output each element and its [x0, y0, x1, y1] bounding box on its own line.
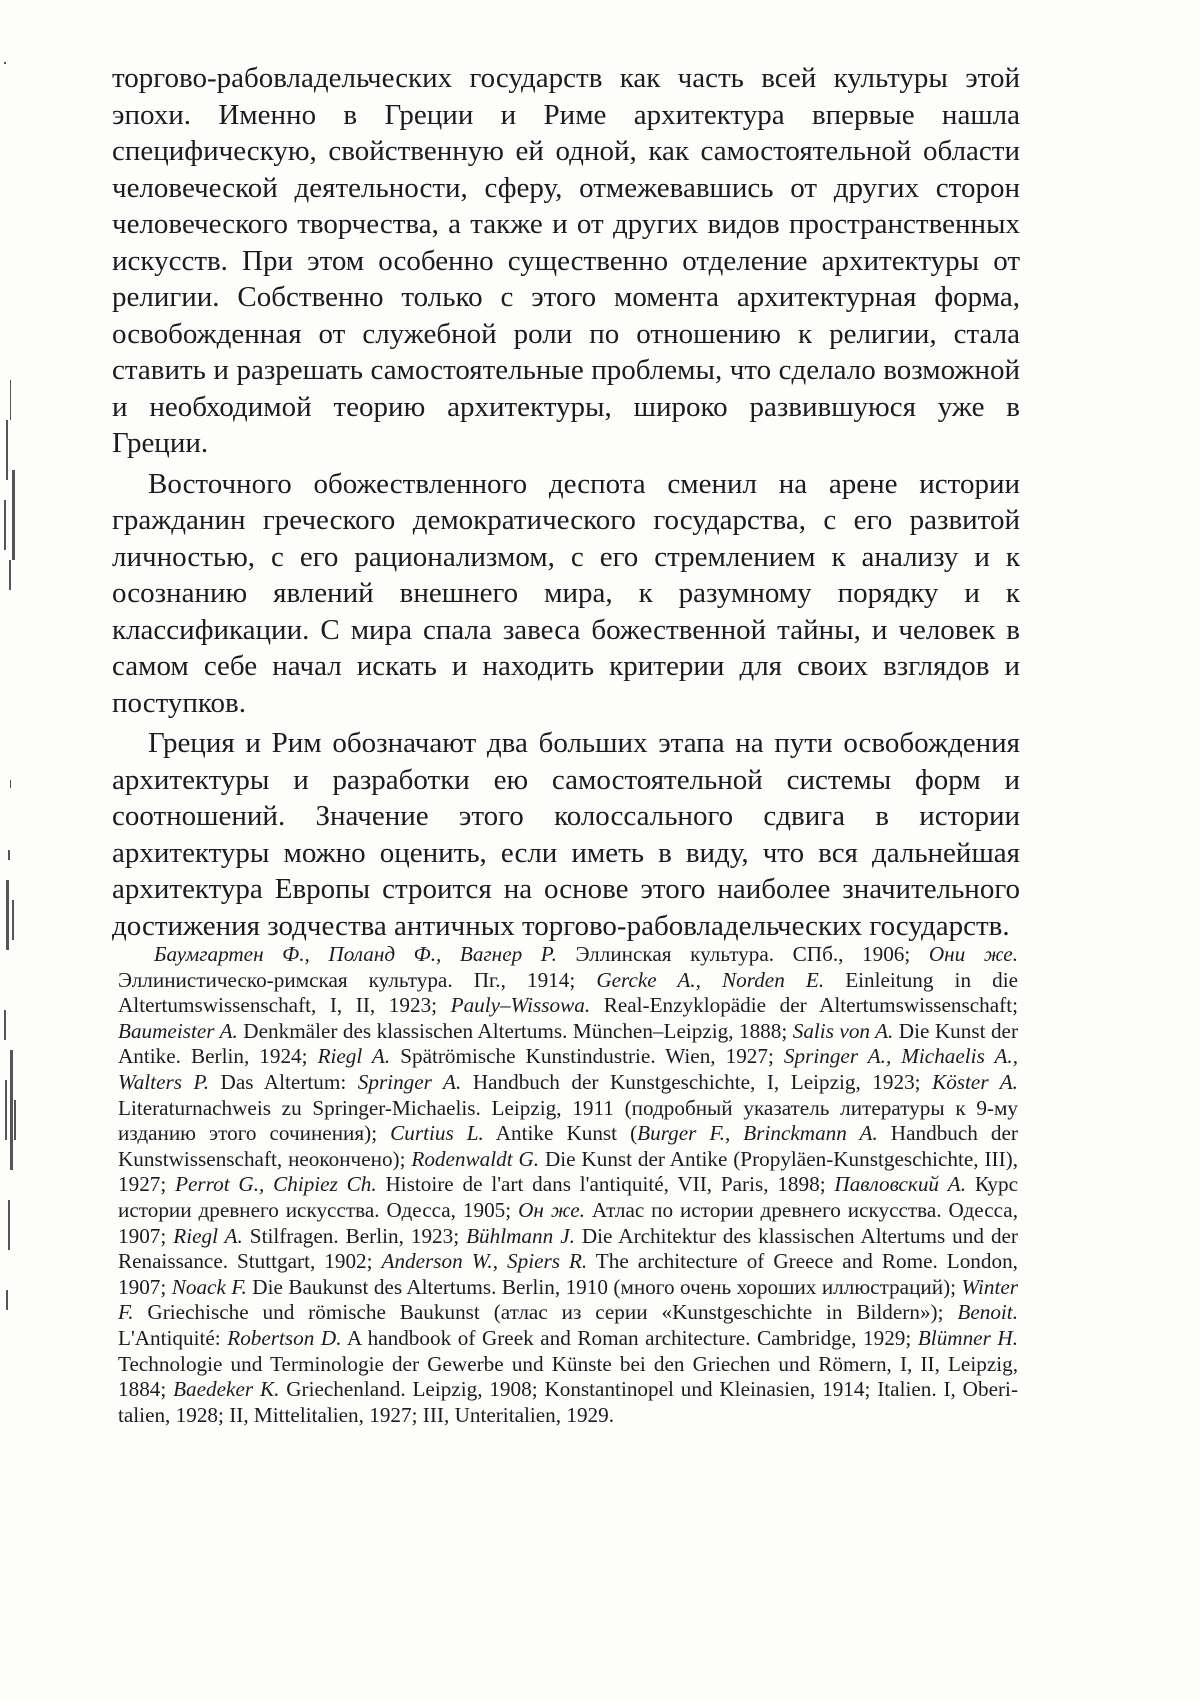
bibliography-text: Histoire de l'art dans l'antiquité, VII, Paris, 1898; [376, 1172, 835, 1197]
bibliography-author: Баумгартен Ф., Поланд Ф., Вагнер Р. [154, 942, 557, 966]
bibliography-text: Handbuch der Kunstgeschichte, I, Leipzig, 1923; [461, 1069, 933, 1094]
bibliography-text: Denkmäler des klassischen Altertums. München–Leipzig, 1888; [237, 1018, 793, 1043]
bibliography-author: Robertson D. [227, 1325, 342, 1350]
bibliography-author: Blümner H. [917, 1325, 1018, 1350]
paragraph-3: Греция и Рим обозначают два больших этапа на пути освобождения архитектуры и разработки ею самостоятельной системы форм и соотношений. Значение этого колоссального сдвига в истории архитектуры можно оценить, если иметь в виду, что вся дальнейшая архитектура Европы строится на основе этого наиболее значительного достижения зодчества античных торгово-рабовладельческих государств. [112, 727, 1020, 942]
bibliography-author: Burger F., Brinckmann A. [637, 1121, 878, 1146]
bibliography-text: Antike Kunst ( [483, 1121, 638, 1146]
bibliography-author: Winter F. [118, 1274, 1019, 1325]
paragraph-2: Восточного обожествленного деспота сменил на арене истории гражданин греческого демократического государства, с его развитой личностью, с его рационализмом, с его стремлением к анализу и к осознанию явлений внешнего мира, к разумному порядку и к классификации. С мира спала завеса божественной тайны, и человек в самом себе начал искать и находить критерии для своих взглядов и поступков. [112, 467, 1020, 719]
bibliography-author: Rodenwaldt G. [411, 1146, 540, 1171]
bibliography-author: Curtius L. [390, 1121, 484, 1146]
bibliography-block [118, 942, 1018, 1428]
bibliography-author: Salis von A. [792, 1018, 894, 1043]
bibliography-text: L'Antiquité: [118, 1325, 228, 1350]
bibliography-author: Noack F. [171, 1274, 247, 1299]
bibliography-author: Bühlmann J. [466, 1223, 575, 1248]
bibliography-author: Anderson W., Spiers R. [381, 1249, 588, 1274]
bibliography-author: Он же. [518, 1197, 585, 1222]
bibliography-text: Handbuch der Kunstwissenschaft, неокончено); [118, 1121, 1018, 1171]
bibliography-text: Die Baukunst des Altertums. Berlin, 1910 (много очень хороших иллюстраций); [246, 1274, 962, 1299]
bibliography-text: Spätrömische Kunstindustrie. Wien, 1927; [390, 1044, 784, 1069]
bibliography-text: Einleitung in die Altertumswissenschaft, I, II, 1923; [118, 967, 1018, 1018]
bibliography-author: Perrot G., Chipiez Ch. [175, 1172, 377, 1197]
bibliography-text: Griechische und römische Baukunst (атлас из серии «Kunstgeschichte in Bildern»); [133, 1300, 958, 1325]
main-text-block [112, 60, 1020, 944]
bibliography-text: Эллинская культура. СПб., 1906; [556, 942, 929, 966]
bibliography-text: Die Kunst der Antike. Berlin, 1924; [118, 1018, 1018, 1069]
bibliography-text: Stilfragen. Berlin, 1923; [242, 1223, 467, 1248]
bibliography-text: Real-Enzyklopädie der Altertumswissenschaft; [590, 993, 1018, 1018]
paragraph-1: торгово-рабовладельческих государств как часть всей культуры этой эпохи. Именно в Греции и Риме архитектура впервые нашла специфическую, свойственную ей одной, как самостоятельной области человеческой деятельности, сферу, отмежевавшись от других сторон человеческого творчества, а также и от других видов пространственных искусств. При этом особенно существенно отделение архитектуры от религии. Собственно только с этого момента архитектурная форма, освобожденная от служебной роли по отношению к религии, стала ставить и разрешать самостоятельные проблемы, что сделало возможной и необходимой теорию архитектуры, широко развившуюся уже в Греции. [112, 62, 1020, 459]
bibliography-author: Они же. [928, 942, 1018, 966]
bibliography-author: Springer A. [357, 1069, 462, 1094]
bibliography-text: Das Altertum: [209, 1069, 358, 1094]
bibliography-author: Springer A., Michaelis A., Walters P. [118, 1044, 1018, 1094]
bibliography-text: Эллинистическо-римская культура. Пг., 1914; [118, 967, 597, 992]
bibliography-author: Павловский А. [834, 1172, 967, 1197]
bibliography-author: Riegl A. [173, 1223, 243, 1248]
bibliography-text: Die Kunst der Antike (Propyläen-Kunstgeschichte, III), 1927; [118, 1146, 1018, 1197]
bibliography-text: The architecture of Greece and Rome. London, 1907; [118, 1249, 1018, 1299]
bibliography-author: Benoit. [957, 1300, 1018, 1325]
bibliography-text: Die Architektur des klassischen Altertums und der Renaissance. Stuttgart, 1902; [118, 1223, 1018, 1274]
bibliography-text: Griechenland. Leipzig, 1908; Konstantinopel und Kleinasien, 1914; Italien. I, Oberitalien, 1928; II, Mittelitalien, 1927; III, Unteritalien, 1929. [118, 1377, 1018, 1427]
bibliography-text: Курс истории древнего искусства. Одесса, 1905; [118, 1172, 1018, 1222]
bibliography-author: Köster A. [932, 1069, 1018, 1094]
bibliography-text: Literaturnachweis zu Springer-Michaelis. Leipzig, 1911 (подробный указатель литературы к 9-му изданию этого сочинения); [118, 1095, 1018, 1146]
bibliography-author: Gercke A., Norden E. [596, 967, 825, 992]
bibliography-author: Baumeister A. [118, 1018, 238, 1043]
bibliography-author: Baedeker K. [173, 1377, 280, 1402]
bibliography-text: Technologie und Terminologie der Gewerbe und Künste bei den Griechen und Römern, I, II, Leipzig, 1884; [118, 1351, 1018, 1402]
scan-edge-noise [0, 0, 28, 1701]
bibliography-text: A handbook of Greek and Roman architecture. Cambridge, 1929; [341, 1325, 918, 1350]
bibliography-author: Riegl A. [317, 1044, 391, 1069]
bibliography-paragraph [118, 942, 1018, 1428]
bibliography-text: Атлас по истории древнего искусства. Одесса, 1907; [118, 1197, 1019, 1248]
bibliography-author: Pauly–Wissowa. [450, 993, 591, 1018]
